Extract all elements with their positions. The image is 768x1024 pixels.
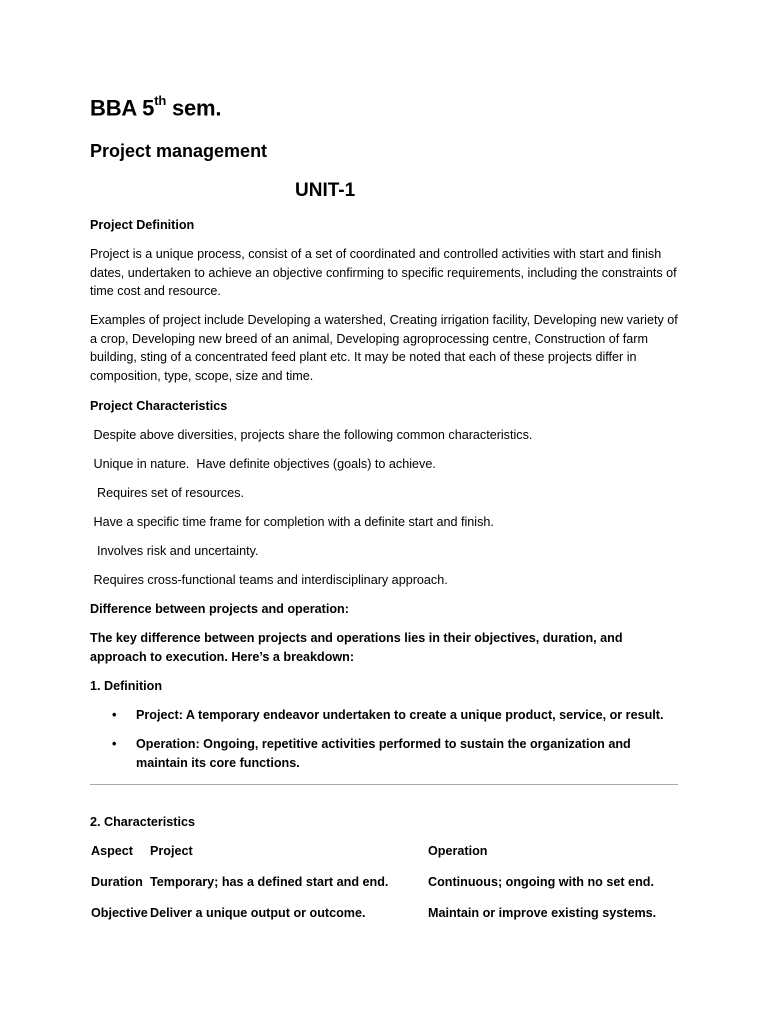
bullet-item-operation — [112, 735, 672, 775]
course-superscript: th — [154, 93, 167, 108]
table-header-project: Project — [150, 844, 193, 858]
difference-heading: Difference between projects and operation: — [90, 602, 349, 616]
characteristics-heading: Project Characteristics — [90, 399, 228, 413]
unit-title: UNIT-1 — [295, 180, 356, 201]
table-cell-aspect: Objective — [91, 906, 148, 920]
characteristic-item: Involves risk and uncertainty. — [90, 544, 259, 558]
bullet-item-project — [112, 706, 672, 726]
table-cell-aspect: Duration — [91, 875, 143, 889]
bullet-icon: • — [112, 708, 117, 722]
characteristic-item: Despite above diversities, projects share the following common characteristics. — [90, 428, 533, 442]
definition-subheading: 1. Definition — [90, 679, 163, 693]
table-header-aspect: Aspect — [91, 844, 133, 858]
characteristic-item: Have a specific time frame for completion with a definite start and finish. — [90, 515, 494, 529]
characteristic-item: Requires set of resources. — [90, 486, 244, 500]
table-header-operation: Operation — [428, 844, 488, 858]
difference-intro: The key difference between projects and operations lies in their objectives, duration, and approach to execution. Here’s a breakdown: — [90, 631, 623, 664]
examples-paragraph: Examples of project include Developing a watershed, Creating irrigation facility, Developing new variety of a crop, Developing new breed of an animal, Developing agroprocessing centre, Construction of farm building, sting of a concentrated feed plant etc. It may be noted that each of these projects differ in composition, type, scope, size and time. — [90, 313, 678, 383]
bullet-icon: • — [112, 737, 117, 751]
table-cell-operation: Maintain or improve existing systems. — [428, 906, 657, 920]
table-cell-project: Temporary; has a defined start and end. — [150, 875, 389, 889]
definition-heading: Project Definition — [90, 218, 195, 232]
subject-title: Project management — [90, 141, 268, 161]
characteristics-subheading: 2. Characteristics — [90, 815, 196, 829]
bullet-text: Operation: Ongoing, repetitive activities performed to sustain the organization and maintain its core functions. — [136, 737, 631, 770]
definition-paragraph: Project is a unique process, consist of a set of coordinated and controlled activities with start and finish dates, undertaken to achieve an objective confirming to specific requirements, including the constraints of time cost and resource. — [90, 247, 677, 299]
table-cell-operation: Continuous; ongoing with no set end. — [428, 875, 654, 889]
horizontal-divider — [90, 784, 678, 785]
characteristic-item: Requires cross-functional teams and interdisciplinary approach. — [90, 573, 448, 587]
characteristic-item: Unique in nature. Have definite objectives (goals) to achieve. — [90, 457, 436, 471]
bullet-text: Project: A temporary endeavor undertaken to create a unique product, service, or result. — [136, 708, 664, 722]
table-cell-project: Deliver a unique output or outcome. — [150, 906, 366, 920]
course-title: BBA 5th sem. — [90, 93, 222, 121]
